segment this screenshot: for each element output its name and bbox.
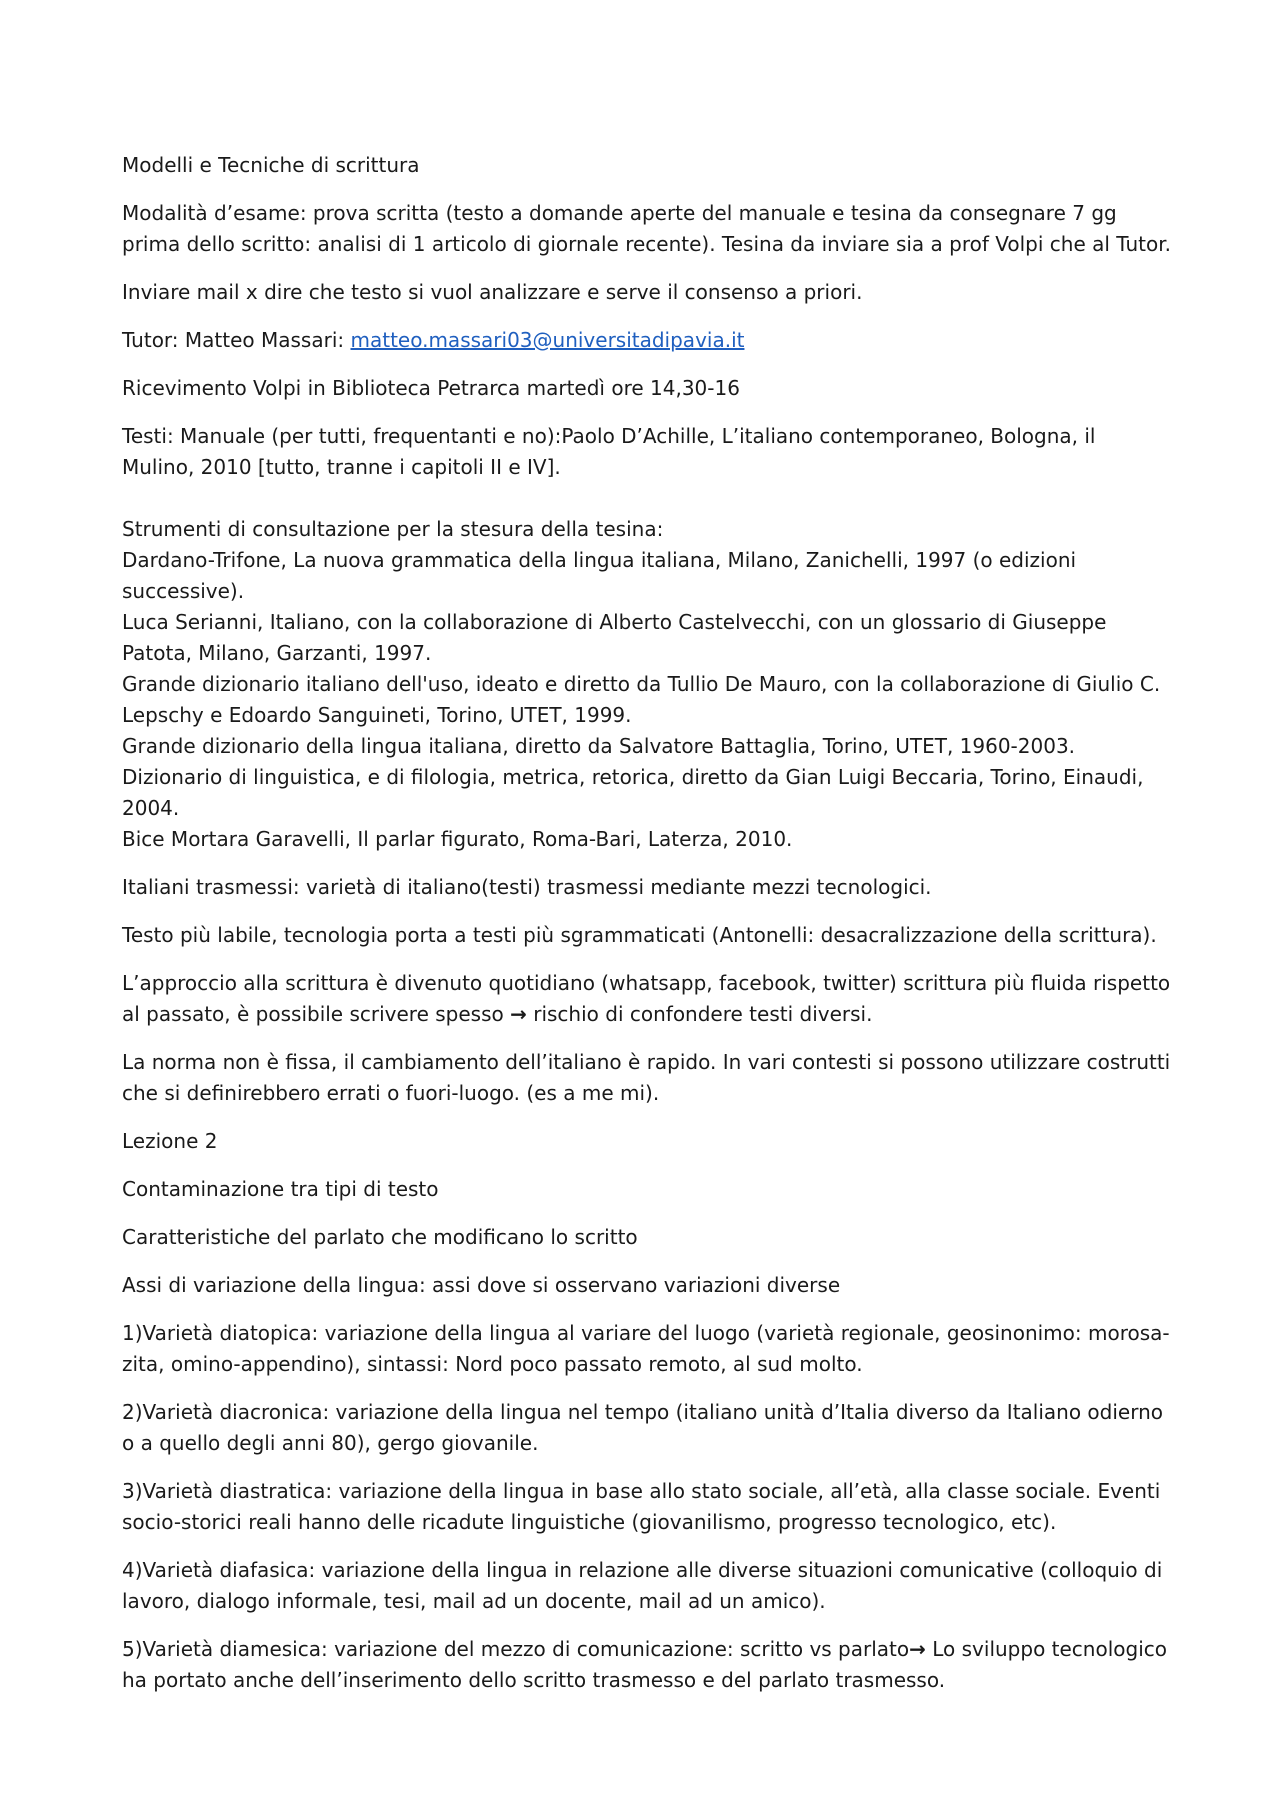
axes-paragraph: Assi di variazione della lingua: assi dove si osservano variazioni diverse: [122, 1273, 841, 1297]
references-block: [122, 514, 1172, 855]
reference-item: Dardano-Trifone, La nuova grammatica della lingua italiana, Milano, Zanichelli, 1997 (o edizioni successive).: [122, 548, 1077, 603]
tutor-label: Tutor: Matteo Massari:: [122, 328, 351, 352]
variety-diachronic: 2)Varietà diacronica: variazione della lingua nel tempo (italiano unità d’Italia diverso da Italiano odierno o a quello degli anni 80), gergo giovanile.: [122, 1400, 1164, 1455]
approach-text: L’approccio alla scrittura è divenuto quotidiano (whatsapp, facebook, twitter) scrittura più fluida rispetto al passato, è possibile scrivere spesso: [122, 971, 1171, 1026]
right-arrow-icon: →: [909, 1637, 926, 1661]
contamination-paragraph: Contaminazione tra tipi di testo: [122, 1177, 439, 1201]
exam-mode-paragraph: Modalità d’esame: prova scritta (testo a domande aperte del manuale e tesina da consegnare 7 gg prima dello scritto: analisi di 1 articolo di giornale recente). Tesina da inviare sia a prof Volpi che al Tutor.: [122, 201, 1171, 256]
reference-item: Grande dizionario della lingua italiana, diretto da Salvatore Battaglia, Torino, UTET, 1960-2003.: [122, 734, 1076, 758]
office-hours-paragraph: Ricevimento Volpi in Biblioteca Petrarca martedì ore 14,30-16: [122, 376, 740, 400]
right-arrow-icon: →: [510, 1002, 527, 1026]
transmitted-paragraph: Italiani trasmessi: varietà di italiano(testi) trasmessi mediante mezzi tecnologici.: [122, 875, 932, 899]
diamesic-text: 5)Varietà diamesica: variazione del mezzo di comunicazione: scritto vs parlato: [122, 1637, 910, 1661]
approach-paragraph: [122, 968, 1172, 1030]
approach-text-end: rischio di confondere testi diversi.: [526, 1002, 873, 1026]
document-page: [122, 150, 1172, 1713]
reference-item: Grande dizionario italiano dell'uso, ideato e diretto da Tullio De Mauro, con la collaborazione di Giulio C. Lepschy e Edoardo Sanguineti, Torino, UTET, 1999.: [122, 672, 1161, 727]
document-title: Modelli e Tecniche di scrittura: [122, 153, 420, 177]
lesson-heading: Lezione 2: [122, 1129, 218, 1153]
variety-diaphasic: 4)Varietà diafasica: variazione della lingua in relazione alle diverse situazioni comunicative (colloquio di lavoro, dialogo informale, tesi, mail ad un docente, mail ad un amico).: [122, 1558, 1163, 1613]
variety-diamesic: [122, 1634, 1172, 1696]
mail-note-paragraph: Inviare mail x dire che testo si vuol analizzare e serve il consenso a priori.: [122, 280, 863, 304]
diamesic-text-end: Lo sviluppo tecnologico ha portato anche dell’inserimento dello scritto trasmesso e del parlato trasmesso.: [122, 1637, 1167, 1692]
labile-paragraph: Testo più labile, tecnologia porta a testi più sgrammaticati (Antonelli: desacralizzazione della scrittura).: [122, 923, 1157, 947]
reference-item: Luca Serianni, Italiano, con la collaborazione di Alberto Castelvecchi, con un glossario di Giuseppe Patota, Milano, Garzanti, 1997.: [122, 610, 1107, 665]
variety-diatopic: 1)Varietà diatopica: variazione della lingua al variare del luogo (varietà regionale, geosinonimo: morosa-zita, omino-appendino), sintassi: Nord poco passato remoto, al sud molto.: [122, 1321, 1170, 1376]
norm-paragraph: La norma non è fissa, il cambiamento dell’italiano è rapido. In vari contesti si possono utilizzare costrutti che si definirebbero errati o fuori-luogo. (es a me mi).: [122, 1050, 1171, 1105]
reference-item: Dizionario di linguistica, e di filologia, metrica, retorica, diretto da Gian Luigi Beccaria, Torino, Einaudi, 2004.: [122, 765, 1144, 820]
tutor-paragraph: [122, 325, 1172, 356]
tutor-email-link[interactable]: matteo.massari03@universitadipavia.it: [350, 328, 745, 352]
texts-paragraph: Testi: Manuale (per tutti, frequentanti e no):Paolo D’Achille, L’italiano contemporaneo, Bologna, il Mulino, 2010 [tutto, tranne i capitoli II e IV].: [122, 424, 1096, 479]
references-heading: Strumenti di consultazione per la stesura della tesina:: [122, 517, 664, 541]
spoken-traits-paragraph: Caratteristiche del parlato che modificano lo scritto: [122, 1225, 638, 1249]
variety-diastratic: 3)Varietà diastratica: variazione della lingua in base allo stato sociale, all’età, alla classe sociale. Eventi socio-storici reali hanno delle ricadute linguistiche (giovanilismo, progresso tecnologico, etc).: [122, 1479, 1161, 1534]
reference-item: Bice Mortara Garavelli, Il parlar figurato, Roma-Bari, Laterza, 2010.: [122, 827, 793, 851]
